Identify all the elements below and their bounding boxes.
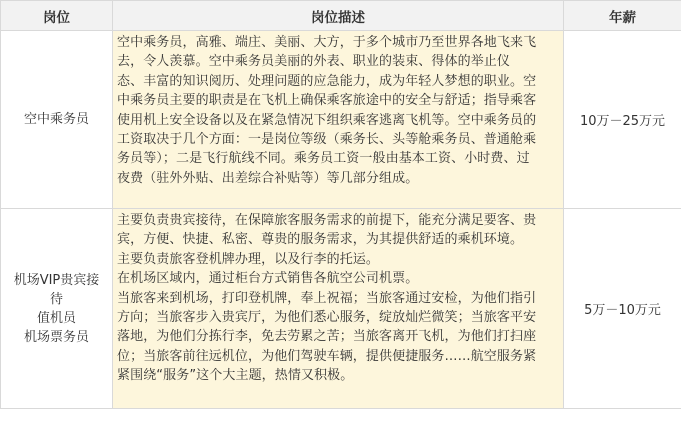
position-cell [1,31,113,209]
description-line: 宾，方便、快捷、私密、尊贵的服务需求，为其提供舒适的乘机环境。 [117,232,524,248]
salary-cell: 5万－10万元 [564,209,681,409]
description-cell [113,209,564,409]
description-line: 务员等）；二是飞行航线不同。乘务员工资一般由基本工资、小时费、过 [117,151,530,167]
position-cell [1,209,113,409]
description-line: 方向；当旅客步入贵宾厅，为他们悉心服务，绽放灿烂微笑；当旅客平安 [117,310,537,326]
description-line: 紧围绕“服务”这个大主题，热情又积极。 [117,368,354,384]
description-line: 位；当旅客前往远机位，为他们驾驶车辆，提供便捷服务……航空服务紧 [117,348,537,364]
description-line: 落地，为他们分拣行李，免去劳累之苦；当旅客离开飞机，为他们打扫座 [117,329,537,345]
description-line: 去，令人羡慕。空中乘务员美丽的外表、职业的装束、得体的举止仪 [117,54,511,70]
header-position: 岗位 [1,1,113,31]
position-line: 值机员 [36,310,76,326]
description-line: 在机场区域内，通过柜台方式销售各航空公司机票。 [117,271,419,287]
header-description: 岗位描述 [113,1,564,31]
position-line: 机场VIP贵宾接 [13,272,100,288]
position-line: 空中乘务员 [23,112,89,127]
description-line: 态、丰富的知识阅历、处理问题的应急能力，成为年轻人梦想的职业。空 [117,73,537,89]
description-line: 使用机上安全设备以及在紧急情况下组织乘客逃离飞机等。空中乘务员的 [117,112,537,128]
header-row [1,1,681,31]
position-line: 待 [49,291,63,307]
salary-cell: 10万－25万元 [564,31,681,209]
description-cell [113,31,564,209]
description-line: 空中乘务员，高雅、端庄、美丽、大方，于多个城市乃至世界各地飞来飞 [117,35,537,50]
description-line: 夜费（驻外外贴、出差综合补贴等）等几部分组成。 [117,170,419,186]
description-line: 主要负责贵宾接待，在保障旅客服务需求的前提下，能充分满足要客、贵 [117,213,537,228]
header-salary: 年薪 [564,1,681,31]
table-row [1,31,681,209]
description-line: 当旅客来到机场，打印登机牌，奉上祝福；当旅客通过安检，为他们指引 [117,290,537,306]
description-line: 主要负责旅客登机牌办理，以及行李的托运。 [117,251,380,267]
table-row [1,209,681,409]
description-line: 工资取决于几个方面：一是岗位等级（乘务长、头等舱乘务员、普通舱乘 [117,132,537,148]
position-line: 机场票务员 [23,329,89,345]
description-line: 中乘务员主要的职责是在飞机上确保乘客旅途中的安全与舒适；指导乘客 [117,93,537,109]
